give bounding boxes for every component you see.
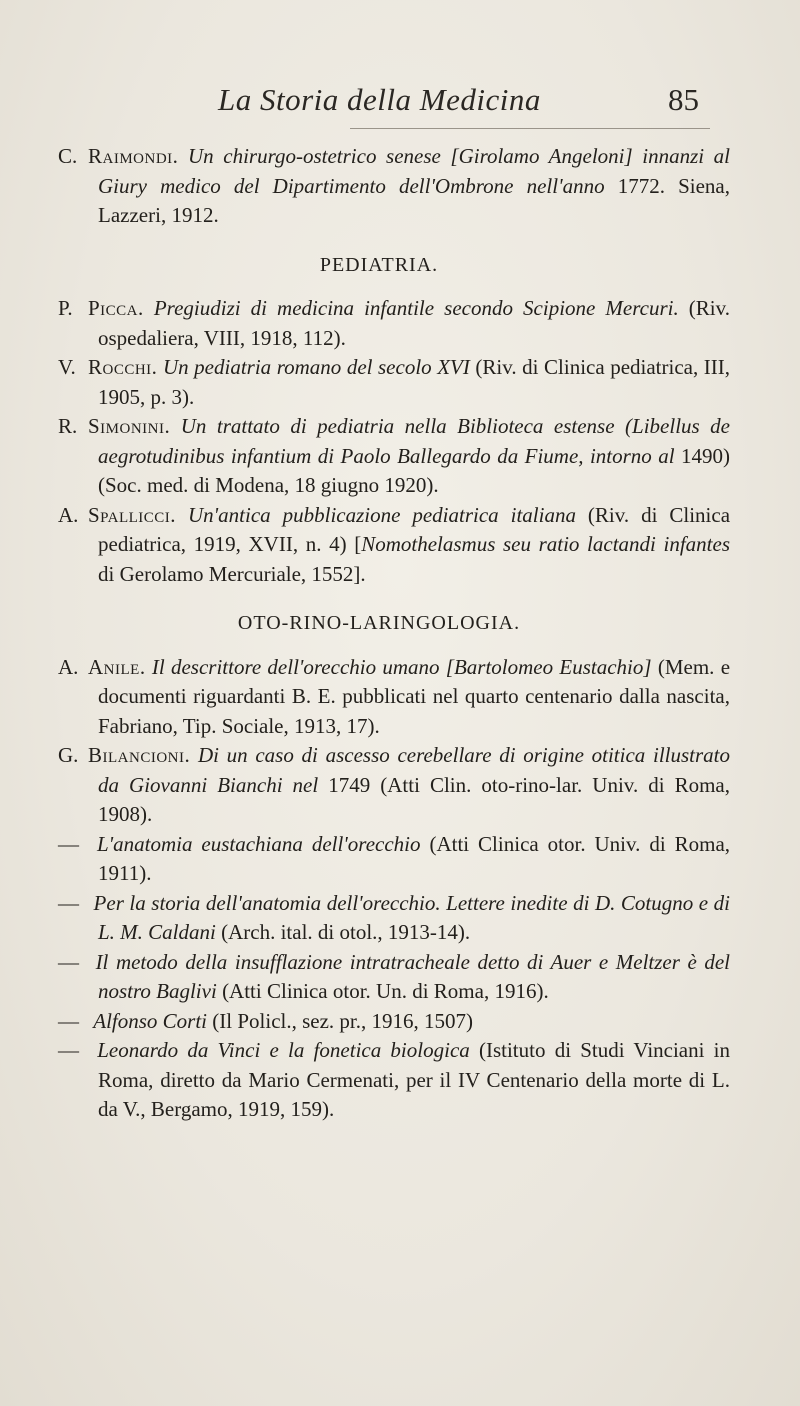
work-title: Per la storia dell'anatomia dell'orecchio. Lettere inedite di D. Cotugno e di L. M. Caldani <box>93 890 730 944</box>
author-name: Bilancioni. <box>88 743 191 767</box>
bib-entry <box>58 1036 730 1125</box>
bib-entry <box>58 830 730 889</box>
work-title: Leonardo da Vinci e la fonetica biologica <box>97 1038 470 1062</box>
ditto-dash: — <box>58 831 79 856</box>
author-name: Rocchi. <box>88 355 158 379</box>
publication-info: (Arch. ital. di otol., 1913-14). <box>221 920 471 944</box>
publication-info: (Riv. di Clinica pediatrica, III, 1905, p. 3). <box>98 355 731 409</box>
publication-info: 1490) (Soc. med. di Modena, 18 giugno 1920). <box>98 443 731 497</box>
bib-entry <box>58 889 730 948</box>
work-title: Un pediatria romano del secolo XVI <box>162 355 470 379</box>
work-title: Pregiudizi di medicina infantile secondo Scipione Mercuri. <box>153 296 679 320</box>
publication-info: 1772. Siena, Lazzeri, 1912. <box>98 173 730 227</box>
publication-info: (Riv. ospedaliera, VIII, 1918, 112). <box>98 296 731 350</box>
author-name: Raimondi. <box>88 144 179 168</box>
bib-entry <box>58 948 730 1007</box>
page-number: 85 <box>668 82 699 117</box>
bib-entry <box>58 741 730 830</box>
work-title: Un'antica pubblicazione pediatrica italiana <box>188 502 576 527</box>
publication-info: 1749 (Atti Clin. oto-rino-lar. Univ. di Roma, 1908). <box>98 772 730 826</box>
author-name: Spallicci. <box>88 502 177 527</box>
publication-info: (Atti Clinica otor. Un. di Roma, 1916). <box>222 979 549 1003</box>
ditto-dash: — <box>58 890 79 915</box>
running-title: La Storia della Medicina <box>218 82 541 117</box>
author-name: Anile. <box>88 654 146 679</box>
author-initial: V. <box>58 355 76 379</box>
work-title: Un chirurgo-ostetrico senese [Girolamo Angeloni] innanzi al Giury medico del Dipartimento dell'Ombrone nell'anno <box>98 144 730 198</box>
author-name: Picca. <box>88 296 144 320</box>
work-title: Un trattato di pediatria nella Biblioteca estense (Libellus de aegrotudinibus infantium di Paolo Ballegardo da Fiume, intorno al <box>98 414 731 468</box>
publication-info: (Riv. di Clinica pediatrica, 1919, XVII, n. 4) [ <box>98 502 731 556</box>
bib-entry <box>58 142 730 231</box>
work-title: Il descrittore dell'orecchio umano [Bartolomeo Eustachio] <box>151 654 652 679</box>
bib-entry <box>58 412 730 501</box>
work-title-secondary: Nomothelasmus seu ratio lactandi infantes <box>361 532 730 556</box>
publication-info-secondary: di Gerolamo Mercuriale, 1552]. <box>98 561 366 586</box>
author-initial: G. <box>58 743 79 767</box>
author-initial: C. <box>58 144 78 168</box>
author-name: Simonini. <box>88 414 171 438</box>
work-title: Di un caso di ascesso cerebellare di origine otitica illustrato da Giovanni Bianchi nel <box>98 743 730 797</box>
work-title: L'anatomia eustachiana dell'orecchio <box>96 831 421 856</box>
ditto-dash: — <box>58 1038 79 1062</box>
author-initial: P. <box>58 296 73 320</box>
ditto-dash: — <box>58 949 79 974</box>
publication-info: (Atti Clinica otor. Univ. di Roma, 1911). <box>98 831 731 885</box>
author-initial: A. <box>58 654 79 679</box>
bib-entry <box>58 501 730 590</box>
author-initial: R. <box>58 414 78 438</box>
publication-info: (Il Policl., sez. pr., 1916, 1507) <box>212 1008 473 1033</box>
section-heading-pediatria: PEDIATRIA. <box>319 253 439 276</box>
bib-entry <box>58 294 730 353</box>
author-initial: A. <box>58 502 79 527</box>
header-rule <box>350 128 710 129</box>
ditto-dash: — <box>58 1008 79 1033</box>
section-heading-oto-rino-laringologia: OTO-RINO-LARINGOLOGIA. <box>237 612 521 634</box>
publication-info: (Istituto di Studi Vinciani in Roma, diretto da Mario Cermenati, per il IV Centenario della morte di L. da V., Bergamo, 1919, 159). <box>98 1038 731 1121</box>
work-title: Alfonso Corti <box>93 1008 208 1033</box>
bib-entry <box>58 1007 730 1037</box>
bibliography-body <box>58 142 730 1125</box>
bib-entry <box>58 653 730 742</box>
work-title: Il metodo della insufflazione intratracheale detto di Auer e Meltzer è del nostro Baglivi <box>95 949 730 1003</box>
bib-entry <box>58 353 730 412</box>
publication-info: (Mem. e documenti riguardanti B. E. pubblicati nel quarto centenario dalla nascita, Fabriano, Tip. Sociale, 1913, 17). <box>98 654 731 738</box>
